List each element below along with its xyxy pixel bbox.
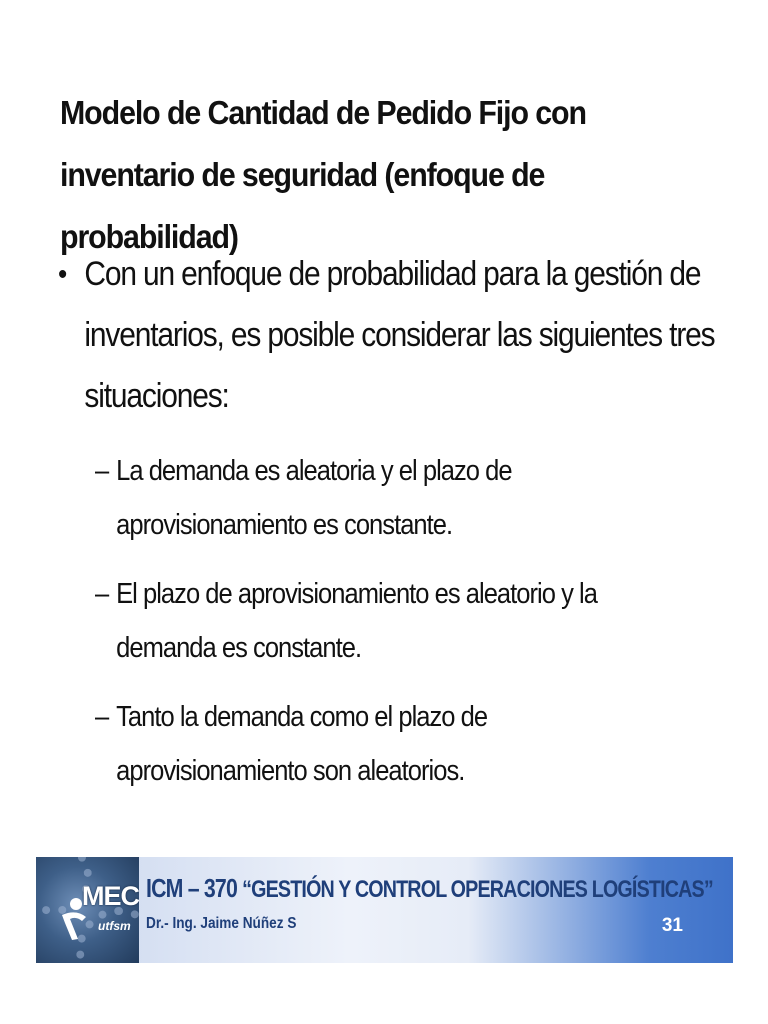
sub-bullet-marker: – xyxy=(95,578,109,610)
page-number: 31 xyxy=(661,915,683,936)
slide-title: Modelo de Cantidad de Pedido Fijo con inventario de seguridad (enfoque de probabilidad) xyxy=(60,94,586,255)
logo-subtext: utfsm xyxy=(98,919,131,933)
course-heading xyxy=(146,873,713,904)
footer-banner xyxy=(36,857,733,963)
main-bullet-text: Con un enfoque de probabilidad para la gestión de inventarios, es posible considerar las siguientes tres situaciones: xyxy=(84,255,715,415)
sub-bullet-text: El plazo de aprovisionamiento es aleatorio y la demanda es constante. xyxy=(116,578,597,664)
logo-wordmark: MEC xyxy=(82,881,139,911)
author-name: Dr.- Ing. Jaime Núñez S xyxy=(146,915,297,932)
sub-bullet-item xyxy=(95,690,679,798)
sub-bullet-item xyxy=(95,567,679,675)
mec-logo xyxy=(36,857,139,963)
course-code: ICM – 370 xyxy=(146,873,237,903)
slide-body xyxy=(58,244,748,427)
sub-bullet-item xyxy=(95,444,679,552)
sub-bullet-marker: – xyxy=(95,701,109,733)
main-bullet xyxy=(58,244,718,427)
sub-bullet-list xyxy=(95,444,735,813)
bullet-marker: • xyxy=(58,258,67,291)
course-name: “GESTIÓN Y CONTROL OPERACIONES LOGÍSTICAS” xyxy=(242,876,713,903)
sub-bullet-text: La demanda es aleatoria y el plazo de aprovisionamiento es constante. xyxy=(116,455,512,541)
sub-bullet-marker: – xyxy=(95,455,109,487)
sub-bullet-text: Tanto la demanda como el plazo de aprovisionamiento son aleatorios. xyxy=(116,701,488,787)
